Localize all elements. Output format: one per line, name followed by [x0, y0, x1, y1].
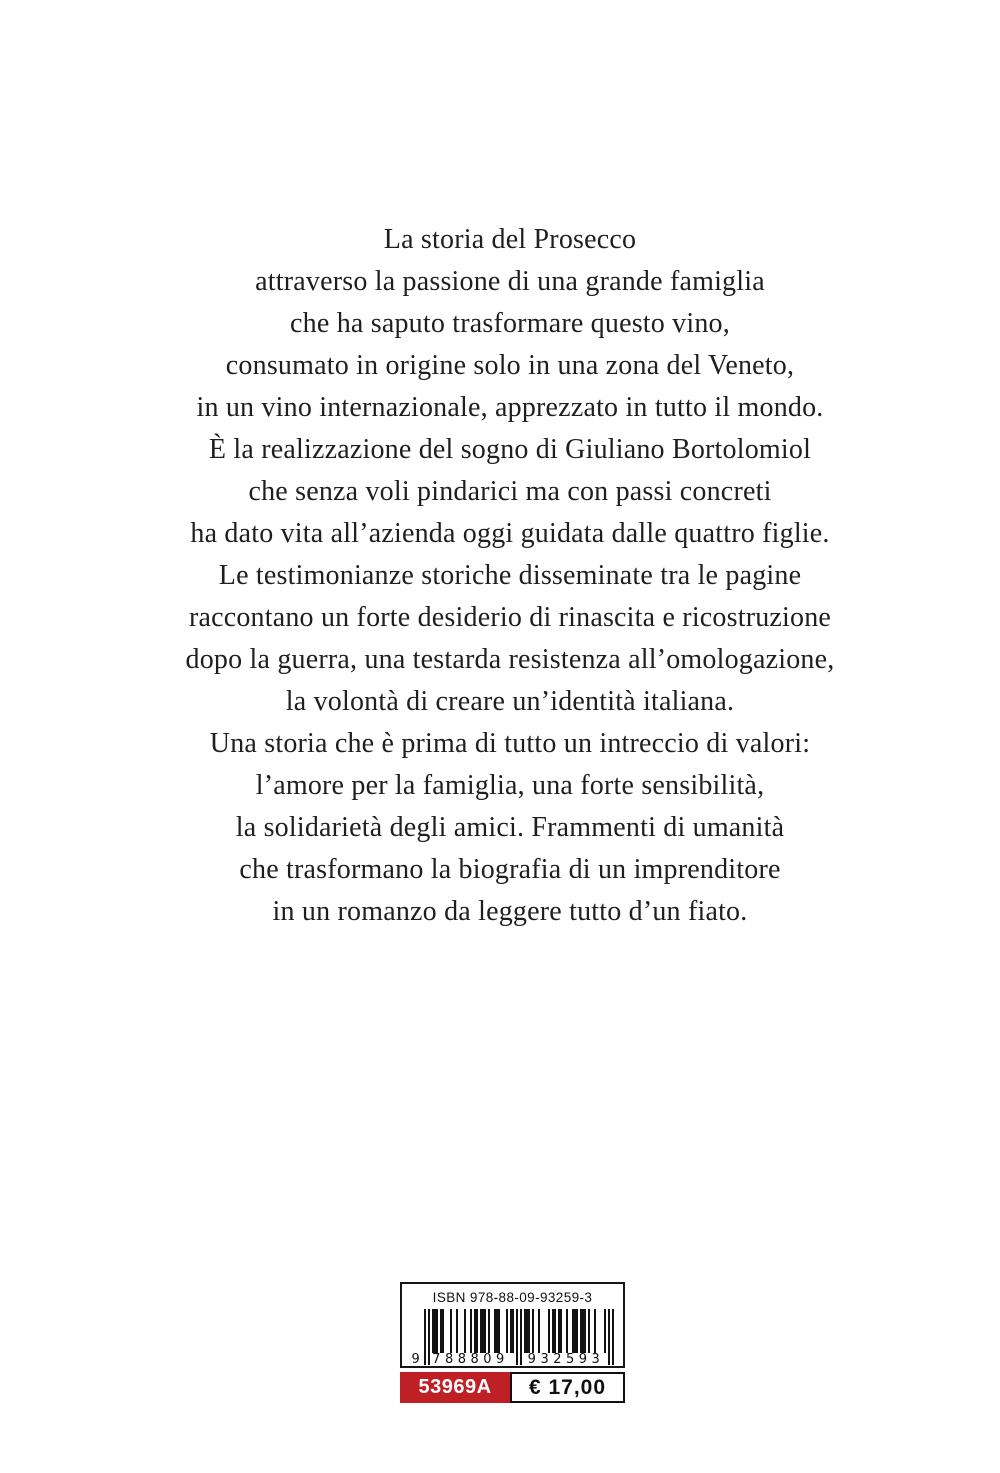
barcode-digit-prefix: 9	[411, 1352, 420, 1367]
blurb-line: che ha saputo trasformare questo vino,	[290, 308, 730, 339]
blurb-line: È la realizzazione del sogno di Giuliano Bortolomiol	[208, 434, 812, 465]
barcode-digits-left: 788809	[432, 1352, 509, 1367]
blurb-line: che trasformano la biografia di un imprenditore	[239, 854, 781, 885]
blurb-line: attraverso la passione di una grande famiglia	[255, 266, 765, 297]
blurb-line: la solidarietà degli amici. Frammenti di umanità	[235, 812, 785, 843]
blurb-line: in un vino internazionale, apprezzato in tutto il mondo.	[196, 392, 824, 423]
blurb-line: l’amore per la famiglia, una forte sensibilità,	[255, 770, 765, 801]
ean13-barcode	[412, 1309, 614, 1367]
back-cover-blurb	[10, 219, 1000, 933]
blurb-line: che senza voli pindarici ma con passi concreti	[248, 476, 772, 507]
barcode-digits-right: 932593	[527, 1352, 605, 1367]
isbn-price-label	[400, 1282, 625, 1403]
blurb-line: Una storia che è prima di tutto un intreccio di valori:	[209, 728, 811, 759]
blurb-line: ha dato vita all’azienda oggi guidata dalle quattro figlie.	[190, 518, 830, 549]
blurb-line: consumato in origine solo in una zona del Veneto,	[225, 350, 795, 381]
edition-code-badge: 53969A	[400, 1372, 510, 1403]
price-tag: € 17,00	[510, 1372, 625, 1403]
blurb-line: in un romanzo da leggere tutto d’un fiato.	[272, 896, 748, 927]
barcode-digits	[412, 1352, 614, 1367]
blurb-line: la volontà di creare un’identità italiana.	[285, 686, 735, 717]
blurb-line: raccontano un forte desiderio di rinascita e ricostruzione	[188, 602, 832, 633]
isbn-text: ISBN 978-88-09-93259-3	[432, 1290, 593, 1305]
isbn-box	[400, 1282, 625, 1368]
blurb-line: La storia del Prosecco	[383, 224, 637, 255]
blurb-line: dopo la guerra, una testarda resistenza all’omologazione,	[185, 644, 835, 675]
price-band	[400, 1372, 625, 1403]
blurb-line: Le testimonianze storiche disseminate tra le pagine	[218, 560, 802, 591]
